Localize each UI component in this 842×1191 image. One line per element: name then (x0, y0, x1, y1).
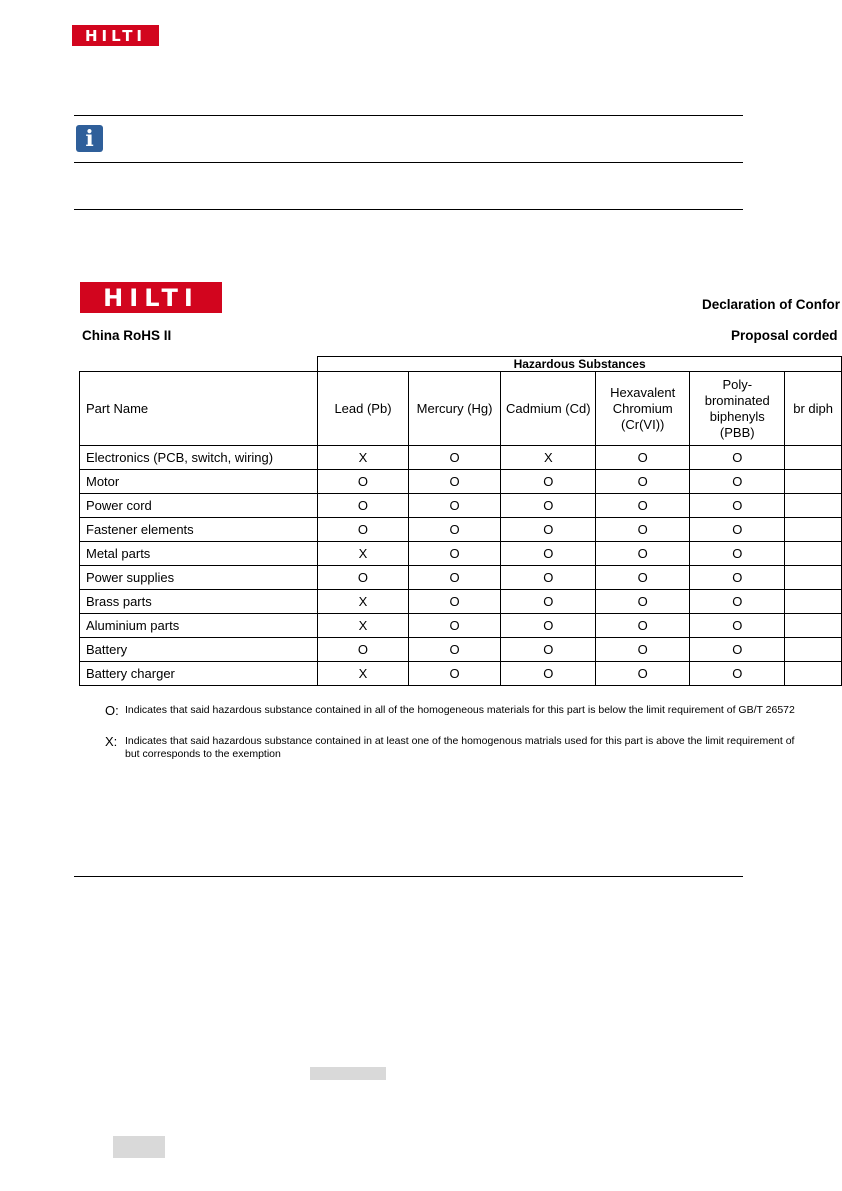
value-cell: O (501, 518, 596, 542)
value-cell (785, 566, 842, 590)
part-name-cell: Battery (80, 638, 318, 662)
value-cell: X (501, 446, 596, 470)
value-cell: O (408, 566, 501, 590)
legend-x-text-continued: but corresponds to the exemption (125, 748, 281, 760)
value-cell (785, 590, 842, 614)
part-name-cell: Aluminium parts (80, 614, 318, 638)
value-cell: O (318, 638, 408, 662)
table-corner (80, 357, 318, 372)
part-name-cell: Power supplies (80, 566, 318, 590)
value-cell: O (596, 638, 690, 662)
rohs-table (79, 356, 842, 686)
declaration-title: Declaration of Confor (702, 297, 841, 312)
value-cell: O (501, 638, 596, 662)
column-header-cadmium: Cadmium (Cd) (501, 372, 596, 446)
value-cell: O (408, 542, 501, 566)
table-row (80, 662, 842, 686)
value-cell: O (501, 614, 596, 638)
table-row (80, 542, 842, 566)
value-cell: O (501, 470, 596, 494)
hazardous-substances-header: Hazardous Substances (318, 357, 842, 372)
value-cell: O (501, 662, 596, 686)
column-header-lead: Lead (Pb) (318, 372, 408, 446)
column-header-hexavalent-chromium: Hexavalent Chromium (Cr(VI)) (596, 372, 690, 446)
table-row (80, 590, 842, 614)
value-cell: O (690, 662, 785, 686)
value-cell: O (408, 446, 501, 470)
table-row (80, 446, 842, 470)
redacted-bar (310, 1067, 386, 1080)
value-cell: O (690, 638, 785, 662)
value-cell: O (596, 494, 690, 518)
value-cell (785, 614, 842, 638)
value-cell: O (596, 518, 690, 542)
value-cell: O (690, 470, 785, 494)
value-cell: X (318, 614, 408, 638)
value-cell: O (408, 614, 501, 638)
value-cell (785, 518, 842, 542)
table-row (80, 566, 842, 590)
column-header-pbb: Poly-brominated biphenyls (PBB) (690, 372, 785, 446)
value-cell: O (596, 446, 690, 470)
value-cell: X (318, 590, 408, 614)
value-cell (785, 470, 842, 494)
value-cell: O (318, 470, 408, 494)
value-cell: O (596, 590, 690, 614)
part-name-cell: Metal parts (80, 542, 318, 566)
value-cell: O (408, 638, 501, 662)
part-name-cell: Power cord (80, 494, 318, 518)
value-cell: O (408, 590, 501, 614)
page-number-box (113, 1136, 165, 1158)
value-cell: O (690, 494, 785, 518)
value-cell: X (318, 662, 408, 686)
legend-o-symbol: O: (105, 703, 119, 718)
hilti-logo-large: HILTI (80, 282, 222, 313)
value-cell: O (408, 470, 501, 494)
value-cell (785, 446, 842, 470)
table-row (80, 470, 842, 494)
legend-x-text: Indicates that said hazardous substance contained in at least one of the homogenous matrials used for this part is above the limit requirement of (125, 735, 795, 747)
value-cell: O (501, 494, 596, 518)
value-cell: O (690, 542, 785, 566)
divider-top (74, 115, 743, 116)
column-header-mercury: Mercury (Hg) (408, 372, 501, 446)
value-cell: O (596, 542, 690, 566)
value-cell (785, 638, 842, 662)
part-name-cell: Battery charger (80, 662, 318, 686)
value-cell: O (408, 518, 501, 542)
legend-x-symbol: X: (105, 734, 118, 749)
declaration-subtitle-right: Proposal corded (731, 328, 838, 343)
value-cell: O (501, 590, 596, 614)
part-name-cell: Fastener elements (80, 518, 318, 542)
value-cell: O (690, 518, 785, 542)
table-row (80, 494, 842, 518)
value-cell: X (318, 542, 408, 566)
column-header-part-name: Part Name (80, 372, 318, 446)
value-cell: X (318, 446, 408, 470)
value-cell: O (596, 470, 690, 494)
part-name-cell: Electronics (PCB, switch, wiring) (80, 446, 318, 470)
table-row (80, 614, 842, 638)
table-row (80, 518, 842, 542)
hilti-logo-small: HILTI (72, 25, 159, 46)
value-cell: O (318, 566, 408, 590)
part-name-cell: Brass parts (80, 590, 318, 614)
value-cell (785, 662, 842, 686)
divider-info-bottom (74, 162, 743, 163)
divider-section (74, 209, 743, 210)
value-cell: O (690, 614, 785, 638)
table-row (80, 638, 842, 662)
value-cell: O (318, 518, 408, 542)
declaration-subtitle-left: China RoHS II (82, 328, 172, 343)
value-cell: O (690, 446, 785, 470)
part-name-cell: Motor (80, 470, 318, 494)
value-cell: O (690, 566, 785, 590)
value-cell: O (408, 494, 501, 518)
value-cell: O (501, 566, 596, 590)
divider-bottom (74, 876, 743, 877)
value-cell: O (596, 614, 690, 638)
value-cell (785, 542, 842, 566)
value-cell: O (596, 662, 690, 686)
value-cell (785, 494, 842, 518)
info-icon: i (76, 125, 103, 152)
legend-o-text: Indicates that said hazardous substance contained in all of the homogeneous materials for this part is below the limit requirement of GB/T 26572 (125, 704, 795, 716)
value-cell: O (408, 662, 501, 686)
value-cell: O (318, 494, 408, 518)
value-cell: O (690, 590, 785, 614)
column-header-pbde: br diph (785, 372, 842, 446)
value-cell: O (501, 542, 596, 566)
value-cell: O (596, 566, 690, 590)
